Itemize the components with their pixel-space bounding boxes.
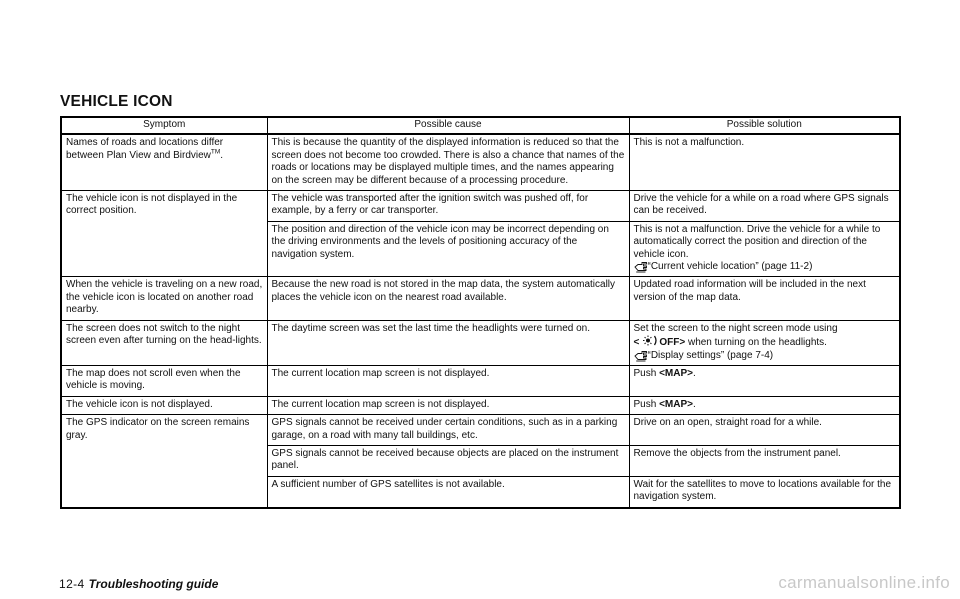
- solution-cell: This is not a malfunction.: [629, 134, 900, 190]
- solution-text: This is not a malfunction. Drive the vehicle for a while to automatically correct the position and direction of the vehicle icon.: [633, 223, 881, 260]
- header-possible-cause: Possible cause: [267, 117, 629, 134]
- page-number: 12-4: [59, 577, 85, 591]
- map-key: <MAP>: [659, 367, 693, 379]
- solution-cell: Wait for the satellites to move to locations available for the navigation system.: [629, 476, 900, 507]
- watermark: carmanualsonline.info: [778, 573, 950, 592]
- table-row: [61, 396, 900, 414]
- solution-end: when turning on the headlights.: [685, 337, 827, 349]
- page-footer: [59, 577, 218, 591]
- cause-cell: The vehicle was transported after the ignition switch was pushed off, for example, by a ferry or car transporter.: [267, 191, 629, 222]
- cause-cell: This is because the quantity of the displayed information is reduced so that the screen does not become too crowded. There is also a chance that names of the roads or locations may be displayed multiple times, and the names appearing on the screen may be different because of a processing procedure.: [267, 134, 629, 190]
- solution-cell: [629, 396, 900, 414]
- solution-cell: Drive the vehicle for a while on a road where GPS signals can be received.: [629, 191, 900, 222]
- footer-title: Troubleshooting guide: [88, 577, 219, 591]
- solution-cell: Drive on an open, straight road for a while.: [629, 415, 900, 446]
- section-title: VEHICLE ICON: [60, 93, 173, 110]
- cause-cell: The position and direction of the vehicle icon may be incorrect depending on the driving environments and the levels of positioning accuracy of the navigation system.: [267, 221, 629, 277]
- solution-cell: [629, 320, 900, 365]
- cause-cell: The daytime screen was set the last time the headlights were turned on.: [267, 320, 629, 365]
- symptom-cell: The GPS indicator on the screen remains gray.: [61, 415, 267, 508]
- key-off: OFF>: [659, 337, 686, 349]
- map-key: <MAP>: [659, 398, 693, 410]
- headlamp-icon: [639, 335, 659, 346]
- solution-text: Push: [633, 367, 660, 379]
- table-row: [61, 320, 900, 365]
- symptom-cell: When the vehicle is traveling on a new road, the vehicle icon is located on another road nearby.: [61, 277, 267, 320]
- key-open: <: [633, 337, 640, 349]
- symptom-text: Names of roads and locations differ between Plan View and Birdview: [66, 137, 224, 161]
- table-header-row: [61, 117, 900, 134]
- symptom-cell: [61, 134, 267, 190]
- symptom-end: .: [220, 149, 224, 161]
- cause-cell: Because the new road is not stored in the map data, the system automatically places the vehicle icon on the nearest road available.: [267, 277, 629, 320]
- table-row: [61, 134, 900, 190]
- table-row: [61, 191, 900, 222]
- header-symptom: Symptom: [61, 117, 267, 134]
- cause-cell: GPS signals cannot be received under certain conditions, such as in a parking garage, on a road with many tall buildings, etc.: [267, 415, 629, 446]
- cause-cell: A sufficient number of GPS satellites is not available.: [267, 476, 629, 507]
- solution-cell: Remove the objects from the instrument panel.: [629, 445, 900, 476]
- cause-cell: GPS signals cannot be received because objects are placed on the instrument panel.: [267, 445, 629, 476]
- table-row: [61, 415, 900, 446]
- page-reference-text: “Current vehicle location” (page 11-2): [647, 261, 813, 273]
- trademark-sup: TM: [210, 148, 221, 156]
- solution-end: .: [692, 398, 696, 410]
- symptom-cell: The vehicle icon is not displayed.: [61, 396, 267, 414]
- symptom-cell: The vehicle icon is not displayed in the correct position.: [61, 191, 267, 277]
- reference-hand-icon: [634, 350, 648, 362]
- page-reference[interactable]: [634, 261, 896, 273]
- cause-cell: The current location map screen is not displayed.: [267, 396, 629, 414]
- page-reference[interactable]: [634, 350, 896, 362]
- solution-cell: [629, 365, 900, 396]
- symptom-cell: The map does not scroll even when the vehicle is moving.: [61, 365, 267, 396]
- table-row: [61, 365, 900, 396]
- solution-text: Set the screen to the night screen mode using: [633, 322, 838, 334]
- troubleshooting-table: [60, 116, 901, 509]
- cause-cell: The current location map screen is not displayed.: [267, 365, 629, 396]
- header-possible-solution: Possible solution: [629, 117, 900, 134]
- solution-cell: [629, 221, 900, 277]
- table-row: [61, 277, 900, 320]
- solution-text: Push: [633, 398, 660, 410]
- symptom-cell: The screen does not switch to the night screen even after turning on the head-lights.: [61, 320, 267, 365]
- reference-hand-icon: [634, 261, 648, 273]
- solution-end: .: [692, 367, 696, 379]
- page-reference-text: “Display settings” (page 7-4): [647, 349, 774, 361]
- solution-cell: Updated road information will be included in the next version of the map data.: [629, 277, 900, 320]
